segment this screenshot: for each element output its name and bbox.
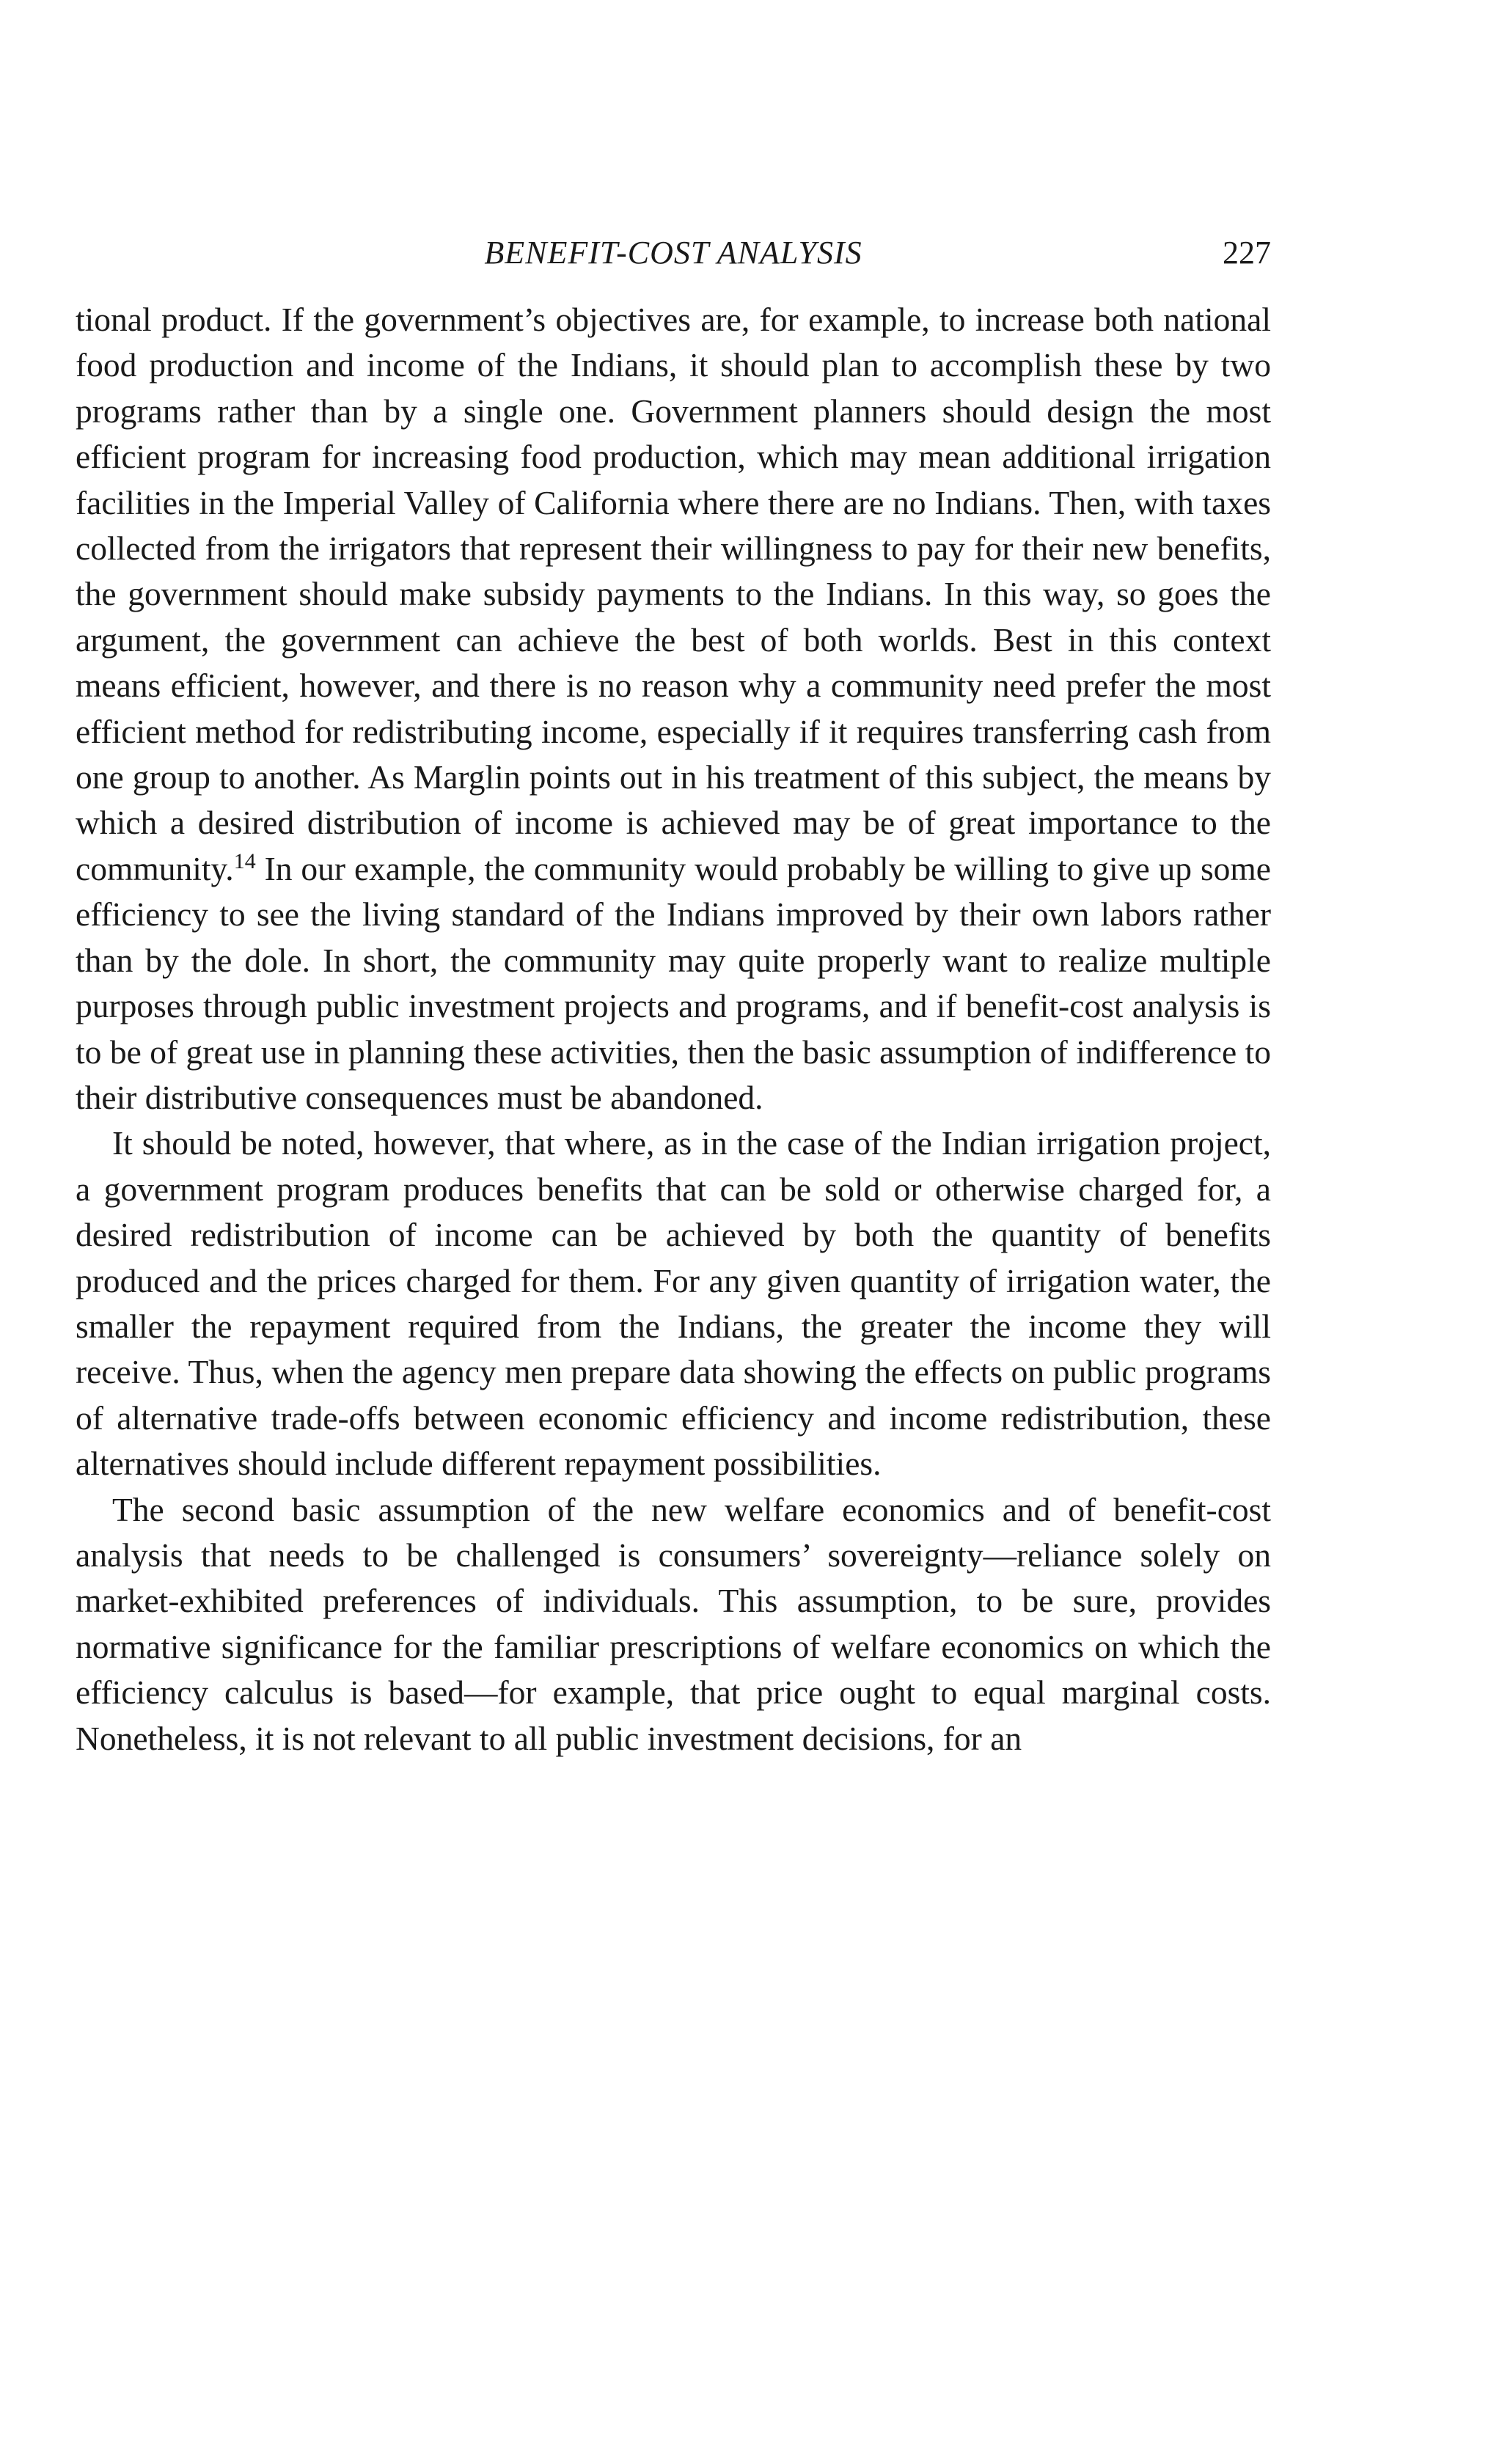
running-title: BENEFIT-COST ANALYSIS <box>484 235 862 271</box>
footnote-reference: 14 <box>233 848 256 873</box>
paragraph-text-part-1: tional product. If the government’s objectives are, for example, to increase both national food production and income of the Indians, it should plan to accomplish these by two programs rather than by a single one. Government planners should design the most efficient program for increasing food production, which may mean additional irrigation facilities in the Imperial Valley of California where there are no Indians. Then, with taxes collected from the irrigators that represent their willingness to pay for their new benefits, the government should make subsidy payments to the Indians. In this way, so goes the argument, the government can achieve the best of both worlds. Best in this context means efficient, however, and there is no reason why a community need prefer the most efficient method for redistributing income, especially if it requires transferring cash from one group to another. As Marglin points out in his treatment of this subject, the means by which a desired distribution of income is achieved may be of great importance to the community. <box>76 301 1271 887</box>
body-text <box>76 297 1271 1761</box>
paragraph-repayment: It should be noted, however, that where, as in the case of the Indian irrigation project, a government program produces benefits that can be sold or otherwise charged for, a desired redistribution of income can be achieved by both the quantity of benefits produced and the prices charged for them. For any given quantity of irrigation water, the smaller the repayment required from the Indians, the greater the income they will receive. Thus, when the agency men prepare data showing the effects on public programs of alternative trade-offs between economic efficiency and income redistribution, these alternatives should include different repayment possibilities. <box>76 1124 1271 1483</box>
paragraph-consumer-sovereignty: The second basic assumption of the new welfare economics and of benefit-cost analysis that needs to be challenged is consumers’ sovereignty—reliance solely on market-exhibited preferences of individuals. This assumption, to be sure, provides normative significance for the familiar prescriptions of welfare economics on which the efficiency calculus is based—for example, that price ought to equal marginal costs. Nonetheless, it is not relevant to all public investment decisions, for an <box>76 1490 1271 1757</box>
running-head <box>76 224 1271 282</box>
paragraph-text-part-2: In our example, the community would probably be willing to give up some efficiency to see the living standard of the Indians improved by their own labors rather than by the dole. In short, the community may quite properly want to realize multiple purposes through public investment projects and programs, and if benefit-cost analysis is to be of great use in planning these activities, then the basic assumption of indifference to their distributive consequences must be abandoned. <box>76 849 1271 1116</box>
paragraph-continued <box>76 297 1271 1121</box>
page-number: 227 <box>1223 235 1271 271</box>
